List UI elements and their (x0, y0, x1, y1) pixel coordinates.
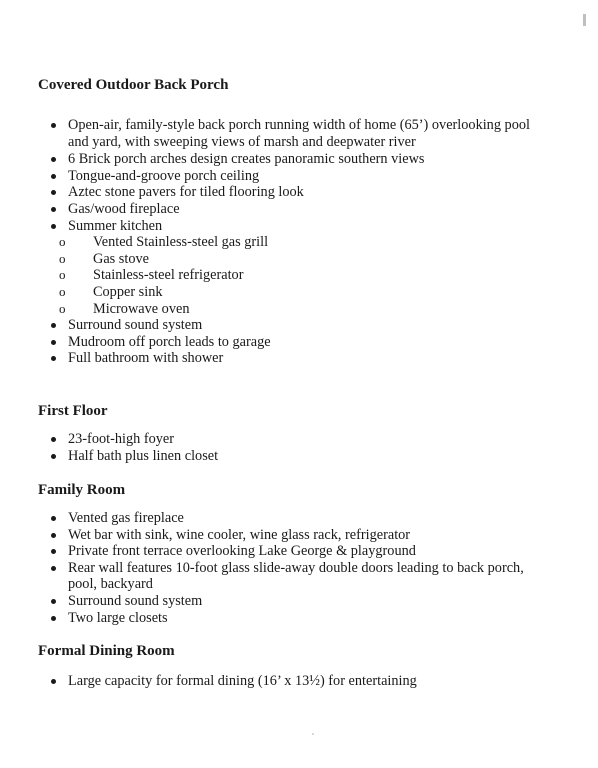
formal-dining-list (38, 673, 550, 690)
sub-list-item: o Microwave oven (38, 301, 550, 318)
sub-list-item: o Stainless-steel refrigerator (38, 267, 550, 284)
list-item: Wet bar with sink, wine cooler, wine glass rack, refrigerator (38, 527, 550, 544)
list-item: Mudroom off porch leads to garage (38, 334, 550, 351)
list-item: 6 Brick porch arches design creates panoramic southern views (38, 151, 550, 168)
scan-mark (583, 14, 586, 26)
list-item: Open-air, family-style back porch running width of home (65’) overlooking pool and yard, with sweeping views of marsh and deepwater river (38, 117, 550, 150)
heading-formal-dining: Formal Dining Room (38, 643, 175, 659)
sub-list-item: o Gas stove (38, 251, 550, 268)
porch-sublist (38, 234, 550, 317)
porch-list (38, 117, 550, 367)
list-item: Surround sound system (38, 593, 550, 610)
sub-list-item: o Copper sink (38, 284, 550, 301)
first-floor-list (38, 431, 550, 464)
list-item: Aztec stone pavers for tiled flooring look (38, 184, 550, 201)
sub-list-item: o Vented Stainless-steel gas grill (38, 234, 550, 251)
list-item: Two large closets (38, 610, 550, 627)
heading-family-room: Family Room (38, 482, 126, 498)
section-porch (38, 76, 550, 367)
family-room-list (38, 510, 550, 626)
list-item: Large capacity for formal dining (16’ x 13½) for entertaining (38, 673, 550, 690)
list-item: Rear wall features 10-foot glass slide-away double doors leading to back porch, pool, backyard (38, 560, 550, 593)
list-item: Surround sound system (38, 317, 550, 334)
list-item: Summer kitchen (38, 218, 550, 235)
list-item: Private front terrace overlooking Lake George & playground (38, 543, 550, 560)
list-item: Gas/wood fireplace (38, 201, 550, 218)
section-formal-dining (38, 642, 550, 690)
list-item: Half bath plus linen closet (38, 448, 550, 465)
scan-speck (312, 733, 314, 735)
heading-first-floor: First Floor (38, 403, 108, 419)
list-item: Tongue-and-groove porch ceiling (38, 168, 550, 185)
list-item: 23-foot-high foyer (38, 431, 550, 448)
list-item: Vented gas fireplace (38, 510, 550, 527)
list-item: Full bathroom with shower (38, 350, 550, 367)
section-first-floor (38, 402, 550, 464)
porch-sublist-container (38, 234, 550, 317)
heading-porch: Covered Outdoor Back Porch (38, 77, 229, 93)
section-family-room (38, 481, 550, 626)
